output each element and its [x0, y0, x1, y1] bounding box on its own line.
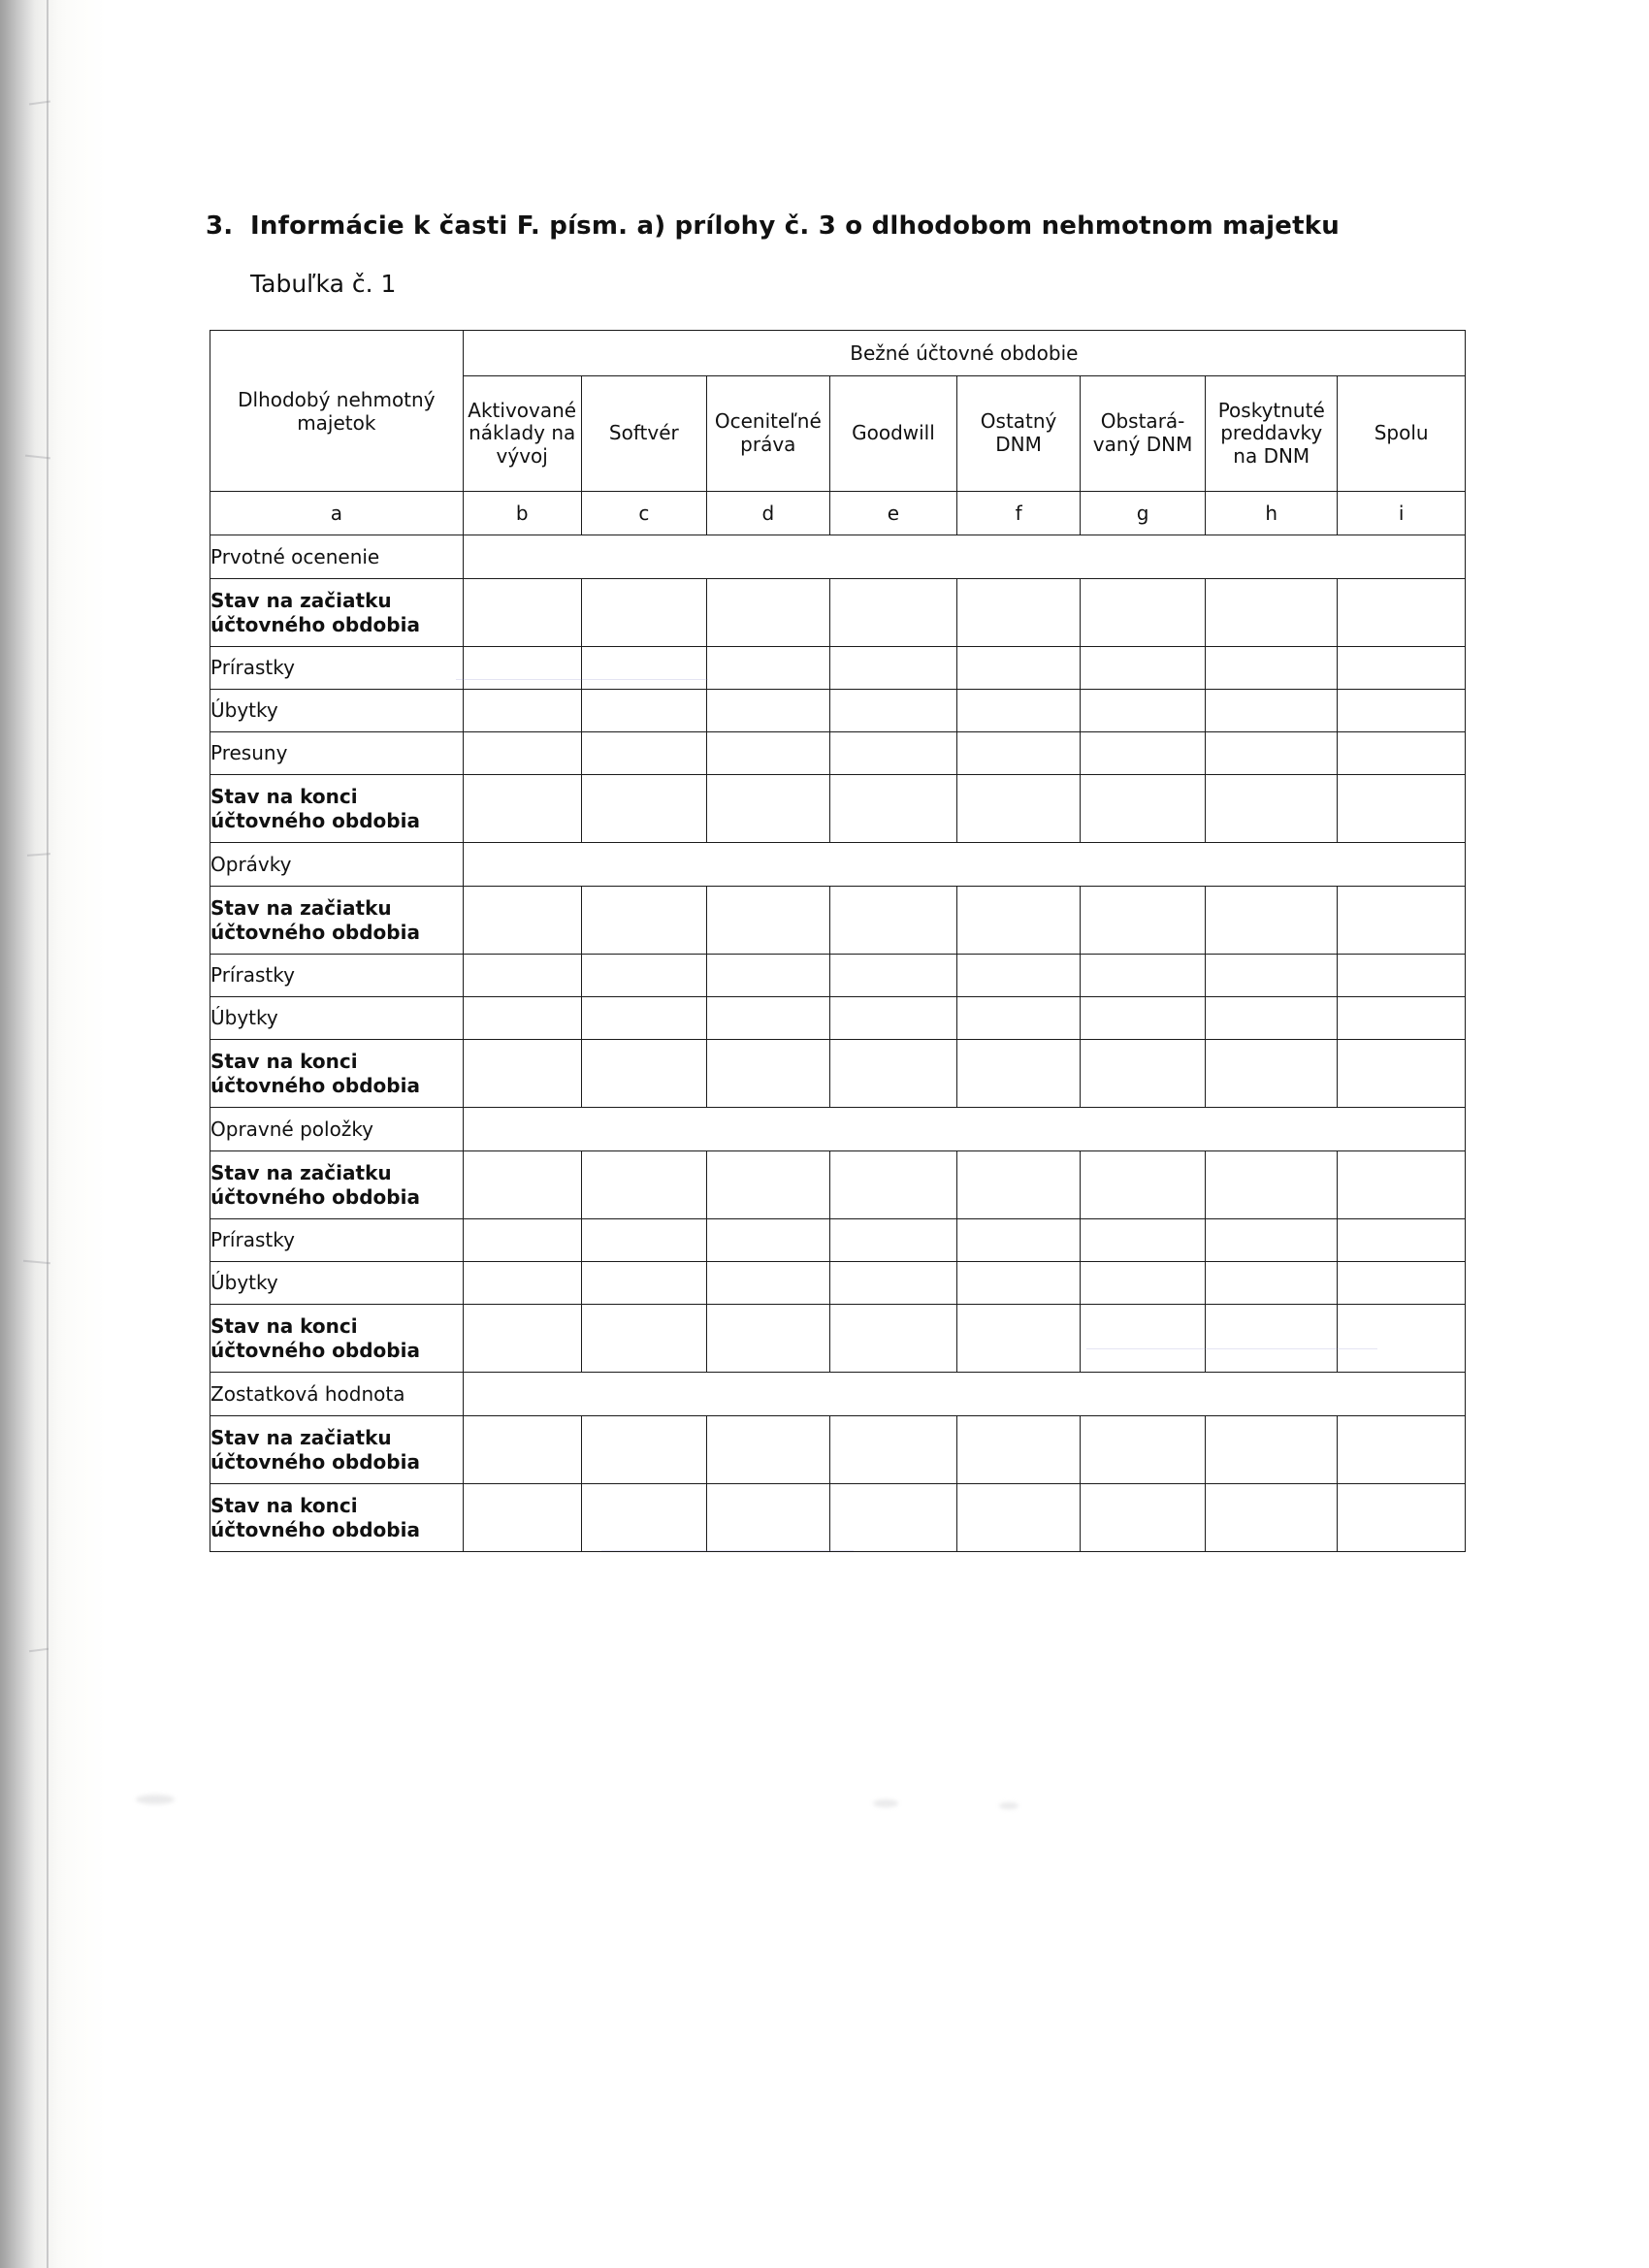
cell-c[interactable] [581, 1151, 706, 1219]
column-header-aktivovane-naklady: Aktivované náklady na vývoj [463, 376, 581, 492]
section-row-zostatkova-hodnota [210, 1373, 1466, 1416]
section-title: Opravné položky [210, 1108, 464, 1151]
cell-d[interactable] [706, 887, 829, 955]
cell-i[interactable] [1338, 955, 1466, 997]
cell-e[interactable] [829, 647, 957, 690]
table-row [210, 1262, 1466, 1305]
section-spacer-cell [463, 843, 1465, 887]
cell-d[interactable] [706, 775, 829, 843]
column-letter-b: b [463, 492, 581, 535]
cell-f[interactable] [957, 775, 1081, 843]
section-row-prvotne-ocenenie [210, 535, 1466, 579]
column-header-ocenitelne-prava: Oceniteľné práva [706, 376, 829, 492]
cell-e[interactable] [829, 1305, 957, 1373]
section-title: Zostatková hodnota [210, 1373, 464, 1416]
cell-h[interactable] [1206, 1262, 1338, 1305]
cell-d[interactable] [706, 732, 829, 775]
cell-b[interactable] [463, 1416, 581, 1484]
cell-g[interactable] [1081, 997, 1206, 1040]
cell-f[interactable] [957, 690, 1081, 732]
cell-b[interactable] [463, 732, 581, 775]
cell-c[interactable] [581, 997, 706, 1040]
row-label: Stav na konci účtovného obdobia [210, 1484, 464, 1552]
cell-f[interactable] [957, 1484, 1081, 1552]
column-header-softver: Softvér [581, 376, 706, 492]
cell-g[interactable] [1081, 1151, 1206, 1219]
cell-f[interactable] [957, 1416, 1081, 1484]
cell-g[interactable] [1081, 1416, 1206, 1484]
cell-i[interactable] [1338, 1416, 1466, 1484]
cell-e[interactable] [829, 690, 957, 732]
cell-h[interactable] [1206, 1305, 1338, 1373]
row-label: Stav na konci účtovného obdobia [210, 775, 464, 843]
row-label: Prírastky [210, 1219, 464, 1262]
cell-g[interactable] [1081, 1262, 1206, 1305]
cell-g[interactable] [1081, 955, 1206, 997]
cell-h[interactable] [1206, 997, 1338, 1040]
cell-f[interactable] [957, 732, 1081, 775]
cell-b[interactable] [463, 1219, 581, 1262]
cell-f[interactable] [957, 1040, 1081, 1108]
cell-d[interactable] [706, 1416, 829, 1484]
row-label: Úbytky [210, 690, 464, 732]
cell-e[interactable] [829, 1151, 957, 1219]
cell-c[interactable] [581, 775, 706, 843]
cell-g[interactable] [1081, 1040, 1206, 1108]
section-title: Oprávky [210, 843, 464, 887]
row-label: Prírastky [210, 955, 464, 997]
cell-f[interactable] [957, 1151, 1081, 1219]
cell-g[interactable] [1081, 775, 1206, 843]
section-spacer-cell [463, 535, 1465, 579]
column-letter-e: e [829, 492, 957, 535]
table-row [210, 1305, 1466, 1373]
cell-c[interactable] [581, 647, 706, 690]
section-row-opravky [210, 843, 1466, 887]
column-letter-d: d [706, 492, 829, 535]
row-label: Prírastky [210, 647, 464, 690]
cell-b[interactable] [463, 579, 581, 647]
cell-f[interactable] [957, 647, 1081, 690]
cell-c[interactable] [581, 1484, 706, 1552]
cell-h[interactable] [1206, 1151, 1338, 1219]
cell-i[interactable] [1338, 1151, 1466, 1219]
cell-b[interactable] [463, 997, 581, 1040]
cell-d[interactable] [706, 647, 829, 690]
section-row-opravne-polozky [210, 1108, 1466, 1151]
cell-b[interactable] [463, 1484, 581, 1552]
cell-h[interactable] [1206, 1040, 1338, 1108]
cell-b[interactable] [463, 887, 581, 955]
table-row [210, 775, 1466, 843]
cell-i[interactable] [1338, 690, 1466, 732]
cell-e[interactable] [829, 887, 957, 955]
column-letter-i: i [1338, 492, 1466, 535]
cell-b[interactable] [463, 1040, 581, 1108]
cell-e[interactable] [829, 579, 957, 647]
cell-d[interactable] [706, 997, 829, 1040]
table-caption: Tabuľka č. 1 [250, 270, 397, 298]
cell-g[interactable] [1081, 690, 1206, 732]
row-label: Úbytky [210, 1262, 464, 1305]
cell-f[interactable] [957, 955, 1081, 997]
cell-b[interactable] [463, 1262, 581, 1305]
cell-i[interactable] [1338, 1219, 1466, 1262]
table-row [210, 1040, 1466, 1108]
heading-text: Informácie k časti F. písm. a) prílohy č. 3 o dlhodobom nehmotnom majetku [250, 211, 1340, 241]
cell-f[interactable] [957, 997, 1081, 1040]
section-spacer-cell [463, 1108, 1465, 1151]
cell-f[interactable] [957, 1219, 1081, 1262]
cell-e[interactable] [829, 1040, 957, 1108]
cell-c[interactable] [581, 955, 706, 997]
cell-i[interactable] [1338, 1484, 1466, 1552]
cell-c[interactable] [581, 1040, 706, 1108]
section-title: Prvotné ocenenie [210, 535, 464, 579]
section-spacer-cell [463, 1373, 1465, 1416]
table-row [210, 647, 1466, 690]
row-label: Stav na začiatku účtovného obdobia [210, 1151, 464, 1219]
cell-c[interactable] [581, 1219, 706, 1262]
group-header: Bežné účtovné obdobie [463, 331, 1465, 376]
cell-g[interactable] [1081, 579, 1206, 647]
cell-h[interactable] [1206, 1416, 1338, 1484]
cell-b[interactable] [463, 1305, 581, 1373]
cell-d[interactable] [706, 1262, 829, 1305]
cell-f[interactable] [957, 887, 1081, 955]
cell-d[interactable] [706, 1305, 829, 1373]
cell-h[interactable] [1206, 647, 1338, 690]
cell-h[interactable] [1206, 732, 1338, 775]
column-header-obstaravany-dnm: Obstará- vaný DNM [1081, 376, 1206, 492]
column-letter-a: a [210, 492, 464, 535]
table-row [210, 1484, 1466, 1552]
cell-e[interactable] [829, 732, 957, 775]
cell-e[interactable] [829, 1219, 957, 1262]
cell-i[interactable] [1338, 579, 1466, 647]
cell-d[interactable] [706, 690, 829, 732]
cell-d[interactable] [706, 579, 829, 647]
table-row [210, 732, 1466, 775]
row-label: Stav na konci účtovného obdobia [210, 1040, 464, 1108]
cell-h[interactable] [1206, 579, 1338, 647]
cell-i[interactable] [1338, 1262, 1466, 1305]
table-row [210, 1219, 1466, 1262]
cell-d[interactable] [706, 955, 829, 997]
cell-c[interactable] [581, 732, 706, 775]
row-header-title: Dlhodobý nehmotný majetok [210, 331, 464, 492]
column-header-poskytnute-preddavky: Poskytnuté preddavky na DNM [1206, 376, 1338, 492]
table-row [210, 1151, 1466, 1219]
heading-number: 3. [206, 211, 234, 241]
cell-f[interactable] [957, 1305, 1081, 1373]
cell-c[interactable] [581, 579, 706, 647]
cell-c[interactable] [581, 1416, 706, 1484]
cell-b[interactable] [463, 1151, 581, 1219]
cell-f[interactable] [957, 579, 1081, 647]
column-letter-g: g [1081, 492, 1206, 535]
table-row [210, 1416, 1466, 1484]
cell-c[interactable] [581, 1262, 706, 1305]
cell-e[interactable] [829, 775, 957, 843]
cell-h[interactable] [1206, 775, 1338, 843]
cell-e[interactable] [829, 955, 957, 997]
cell-i[interactable] [1338, 732, 1466, 775]
cell-e[interactable] [829, 1262, 957, 1305]
cell-g[interactable] [1081, 1305, 1206, 1373]
table-row [210, 579, 1466, 647]
row-label: Stav na začiatku účtovného obdobia [210, 1416, 464, 1484]
cell-g[interactable] [1081, 887, 1206, 955]
cell-h[interactable] [1206, 1484, 1338, 1552]
table-row [210, 997, 1466, 1040]
cell-i[interactable] [1338, 647, 1466, 690]
cell-c[interactable] [581, 1305, 706, 1373]
cell-d[interactable] [706, 1484, 829, 1552]
table-row [210, 887, 1466, 955]
cell-e[interactable] [829, 1484, 957, 1552]
cell-g[interactable] [1081, 732, 1206, 775]
cell-b[interactable] [463, 955, 581, 997]
cell-e[interactable] [829, 997, 957, 1040]
cell-d[interactable] [706, 1219, 829, 1262]
column-header-spolu: Spolu [1338, 376, 1466, 492]
cell-c[interactable] [581, 887, 706, 955]
row-label: Stav na začiatku účtovného obdobia [210, 579, 464, 647]
cell-h[interactable] [1206, 1219, 1338, 1262]
cell-h[interactable] [1206, 955, 1338, 997]
cell-b[interactable] [463, 647, 581, 690]
cell-b[interactable] [463, 775, 581, 843]
column-header-goodwill: Goodwill [829, 376, 957, 492]
column-letter-f: f [957, 492, 1081, 535]
row-label: Stav na konci účtovného obdobia [210, 1305, 464, 1373]
column-letter-row [210, 492, 1466, 535]
cell-h[interactable] [1206, 690, 1338, 732]
cell-f[interactable] [957, 1262, 1081, 1305]
cell-e[interactable] [829, 1416, 957, 1484]
cell-b[interactable] [463, 690, 581, 732]
table-body [210, 535, 1466, 1552]
cell-g[interactable] [1081, 1484, 1206, 1552]
cell-i[interactable] [1338, 887, 1466, 955]
cell-i[interactable] [1338, 1305, 1466, 1373]
table-row [210, 690, 1466, 732]
row-label: Úbytky [210, 997, 464, 1040]
table-row [210, 955, 1466, 997]
cell-h[interactable] [1206, 887, 1338, 955]
page-title [206, 211, 1418, 241]
cell-g[interactable] [1081, 647, 1206, 690]
cell-g[interactable] [1081, 1219, 1206, 1262]
column-letter-h: h [1206, 492, 1338, 535]
row-label: Presuny [210, 732, 464, 775]
dnm-table [210, 330, 1466, 1552]
row-label: Stav na začiatku účtovného obdobia [210, 887, 464, 955]
cell-i[interactable] [1338, 997, 1466, 1040]
cell-i[interactable] [1338, 1040, 1466, 1108]
column-letter-c: c [581, 492, 706, 535]
cell-i[interactable] [1338, 775, 1466, 843]
column-header-ostatny-dnm: Ostatný DNM [957, 376, 1081, 492]
cell-d[interactable] [706, 1151, 829, 1219]
cell-c[interactable] [581, 690, 706, 732]
cell-d[interactable] [706, 1040, 829, 1108]
